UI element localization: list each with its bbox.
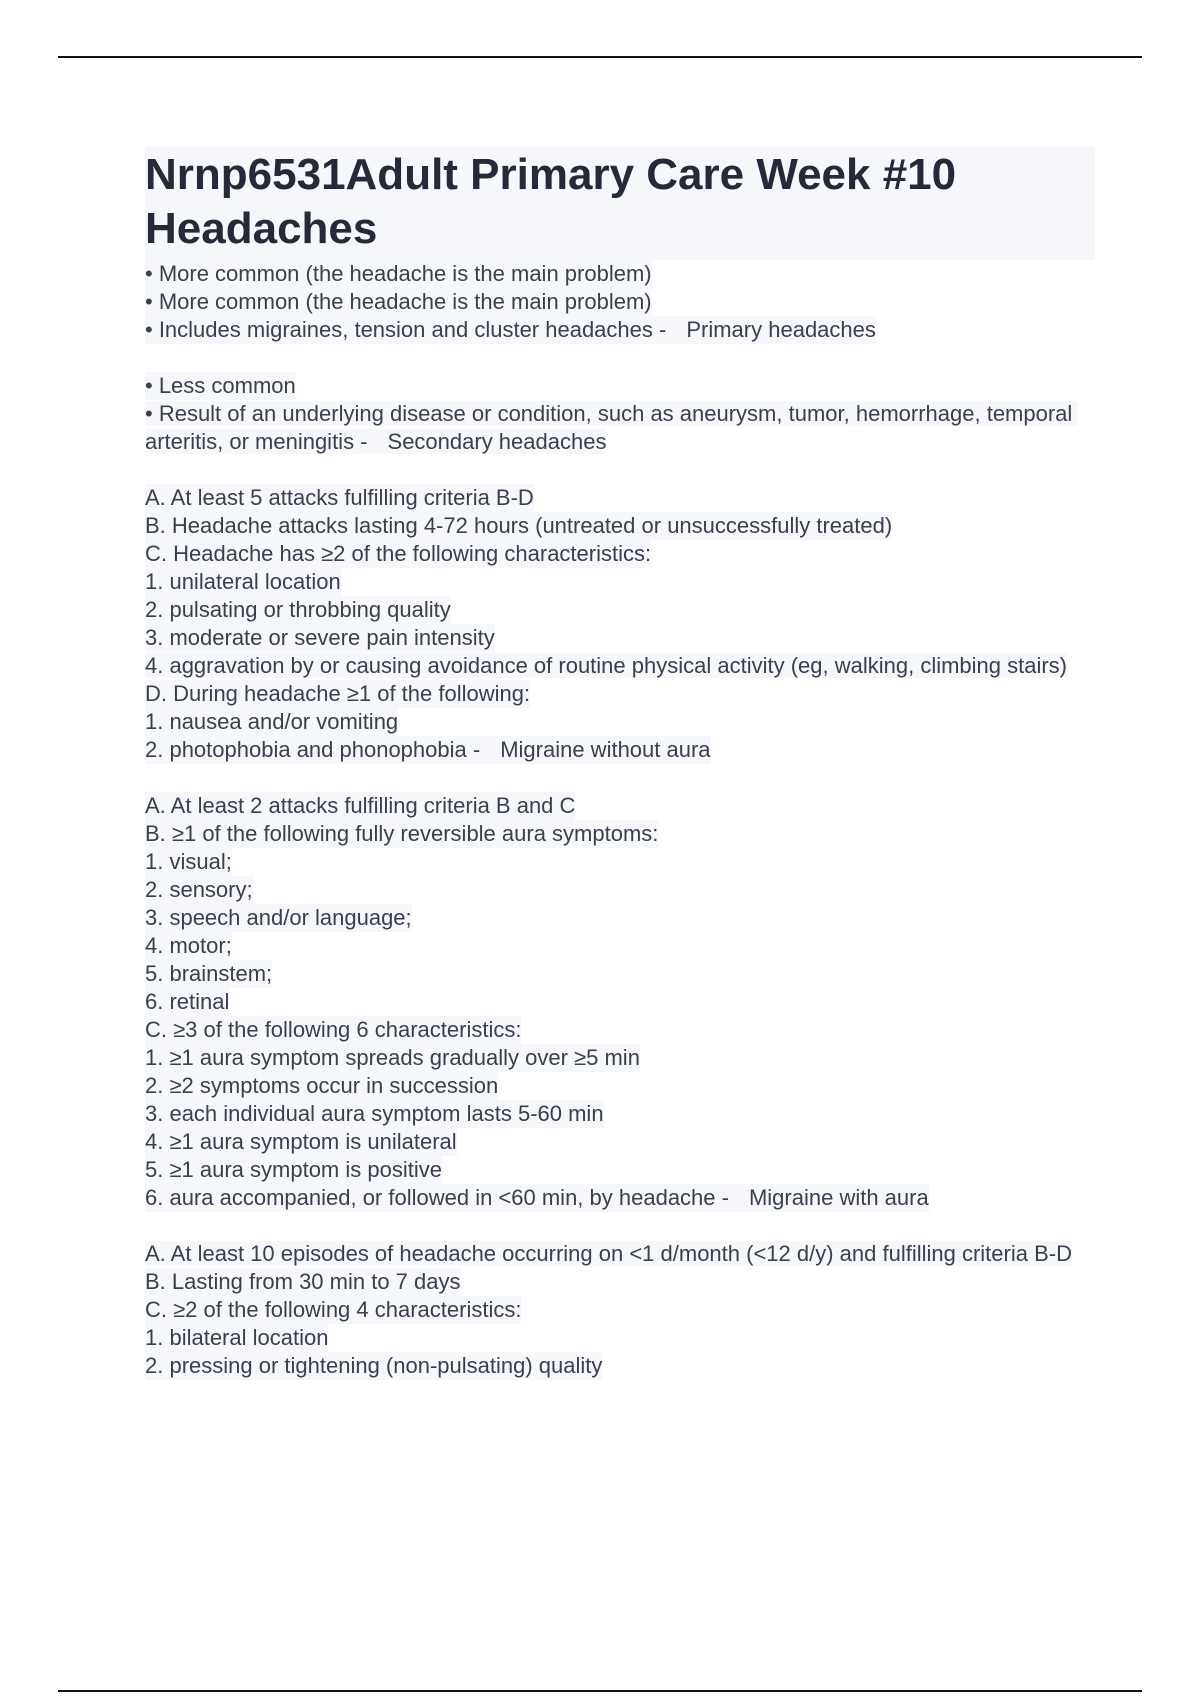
card-line: • More common (the headache is the main problem) bbox=[145, 261, 652, 286]
card-line: C. ≥3 of the following 6 characteristics: bbox=[145, 1017, 522, 1042]
card-line-text: • Includes migraines, tension and cluster headaches - bbox=[145, 317, 667, 342]
card-line: 1. ≥1 aura symptom spreads gradually over ≥5 min bbox=[145, 1045, 640, 1070]
card-answer: Primary headaches bbox=[686, 317, 876, 342]
card-line: B. ≥1 of the following fully reversible aura symptoms: bbox=[145, 821, 659, 846]
card-last-line bbox=[145, 400, 1085, 456]
card-line: D. During headache ≥1 of the following: bbox=[145, 681, 531, 706]
flashcard-primary-headaches bbox=[145, 260, 1095, 344]
card-line-text: • Result of an underlying disease or condition, such as aneurysm, tumor, hemorrhage, temporal arteritis, or meningitis - bbox=[145, 401, 1079, 454]
card-last-line bbox=[145, 736, 711, 764]
card-line: A. At least 5 attacks fulfilling criteria B-D bbox=[145, 485, 534, 510]
card-line: C. ≥2 of the following 4 characteristics: bbox=[145, 1297, 522, 1322]
card-line: 2. ≥2 symptoms occur in succession bbox=[145, 1073, 499, 1098]
card-line: 1. nausea and/or vomiting bbox=[145, 709, 399, 734]
card-line: 2. pressing or tightening (non-pulsating) quality bbox=[145, 1353, 603, 1378]
card-line: 3. each individual aura symptom lasts 5-60 min bbox=[145, 1101, 604, 1126]
card-line: 4. motor; bbox=[145, 933, 232, 958]
card-line-text: 2. photophobia and phonophobia - bbox=[145, 737, 481, 762]
card-line: 3. speech and/or language; bbox=[145, 905, 412, 930]
card-line: 2. sensory; bbox=[145, 877, 253, 902]
top-rule bbox=[58, 56, 1142, 58]
card-line bbox=[145, 652, 1085, 680]
card-line: C. Headache has ≥2 of the following characteristics: bbox=[145, 541, 652, 566]
document-body bbox=[145, 146, 1095, 1408]
card-answer: Secondary headaches bbox=[387, 429, 607, 454]
card-line: 5. ≥1 aura symptom is positive bbox=[145, 1157, 442, 1182]
card-line: 5. brainstem; bbox=[145, 961, 273, 986]
card-line: 6. retinal bbox=[145, 989, 230, 1014]
card-line: 1. bilateral location bbox=[145, 1325, 329, 1350]
bottom-rule bbox=[58, 1690, 1142, 1692]
card-line: B. Lasting from 30 min to 7 days bbox=[145, 1269, 461, 1294]
card-line: 1. visual; bbox=[145, 849, 232, 874]
flashcard-secondary-headaches bbox=[145, 372, 1095, 456]
card-line: A. At least 2 attacks fulfilling criteria B and C bbox=[145, 793, 576, 818]
card-line-text: A. At least 10 episodes of headache occurring on <1 d/month (<12 d/y) and fulfilling criteria B-D bbox=[145, 1241, 1072, 1266]
card-line: B. Headache attacks lasting 4-72 hours (untreated or unsuccessfully treated) bbox=[145, 513, 893, 538]
card-answer: Migraine without aura bbox=[500, 737, 711, 762]
page-title-line-2: Headaches bbox=[145, 204, 378, 253]
flashcard-tension-headache bbox=[145, 1240, 1095, 1380]
card-line: 2. pulsating or throbbing quality bbox=[145, 597, 451, 622]
flashcard-migraine-with-aura bbox=[145, 792, 1095, 1212]
card-line: • More common (the headache is the main problem) bbox=[145, 289, 652, 314]
card-line: 1. unilateral location bbox=[145, 569, 341, 594]
card-line: 3. moderate or severe pain intensity bbox=[145, 625, 495, 650]
card-line: • Less common bbox=[145, 373, 296, 398]
card-line bbox=[145, 1240, 1085, 1268]
flashcard-migraine-without-aura bbox=[145, 484, 1095, 764]
card-line-text: 6. aura accompanied, or followed in <60 min, by headache - bbox=[145, 1185, 729, 1210]
page-title-line-1: Nrnp6531Adult Primary Care Week #10 bbox=[145, 150, 957, 199]
card-answer: Migraine with aura bbox=[748, 1185, 929, 1210]
card-line-text: 4. aggravation by or causing avoidance of routine physical activity (eg, walking, climbing stairs) bbox=[145, 653, 1068, 678]
card-last-line bbox=[145, 1184, 929, 1212]
card-line: 4. ≥1 aura symptom is unilateral bbox=[145, 1129, 457, 1154]
page-title bbox=[145, 146, 1095, 260]
card-last-line bbox=[145, 316, 876, 344]
